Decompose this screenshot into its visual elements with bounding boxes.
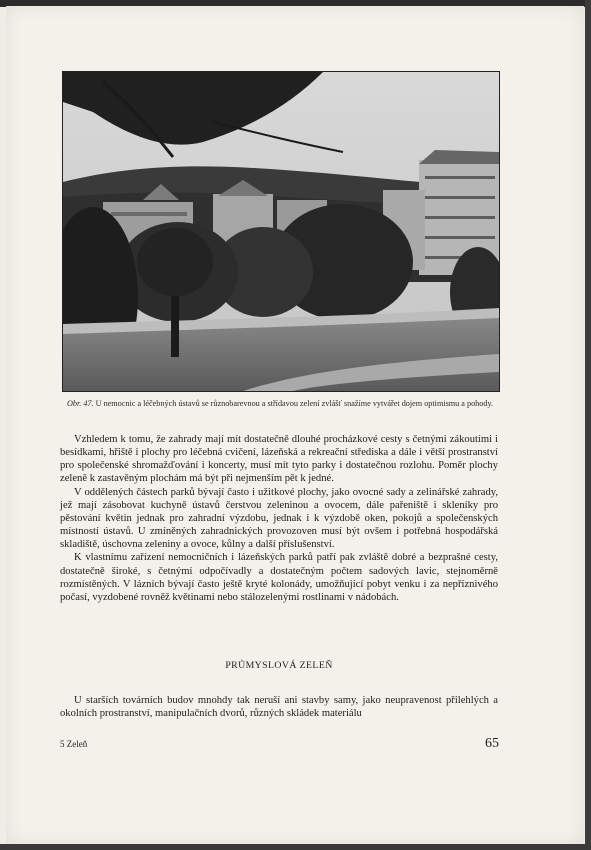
section-heading: PRŮMYSLOVÁ ZELEŇ: [225, 660, 333, 671]
paragraph: Vzhledem k tomu, že zahrady mají mít dostatečně dlouhé procházkové cesty s četnými zákoutími i besídkami, hřiště i plochy pro léčebná cvičení, lázeňská a rekreační střediska a dále i větší prostranství pro společenské shromažďování i koncerty, musí mít tyto parky i dostatečnou rozlohu. Poměr plochy zeleně k zastavěným plochám má být při nejmenším pět k jedné.: [60, 434, 498, 485]
spa-park-photograph: [62, 71, 500, 392]
scan-edge-bottom: [0, 844, 591, 850]
paragraph: K vlastnímu zařízení nemocničních i lázeňských parků patří pak zvláště dobré a bezprašné cesty, dostatečně široké, s četnými odpočívadly a dostatečným počtem sadových lavic, stejnoměrně rozmístěných. V lázních bývají často ještě kryté kolonády, umožňující pobyt venku i za nepříznivého počasí, vyzdobené rovněž květinami nebo stálozelenými rostlinami v nádobách.: [60, 552, 498, 603]
paragraph: V oddělených částech parků bývají často i užitkové plochy, jako ovocné sady a zelinářské zahrady, jež mají zásobovat kuchyně ústavů čerstvou zeleninou a ovocem, dále pařeniště i skleníky pro pěstování květin jednak pro zahradní výzdobu, jednak i k výzdobě oken, pokojů a společenských místností ústavů. U zmíněných zahradnických provozoven musí být ovšem i potřebná hospodářská skladiště, úschovna zeleniny a ovoce, kůlny a další příslušenství.: [60, 486, 498, 551]
page-number: 65: [485, 736, 499, 751]
section-text: [60, 694, 498, 720]
figure-caption: [60, 398, 500, 409]
scan-edge-right: [585, 0, 591, 850]
figure-label: Obr. 47.: [66, 399, 94, 408]
figure-caption-text: U nemocnic a léčebných ústavů se různobarevnou a střídavou zelení zvlášť snažíme vytvářet dojem optimismu a pohody.: [95, 399, 494, 408]
paragraph: U starších továrních budov mnohdy tak neruší ani stavby samy, jako neupravenost přilehlých a okolních prostranství, manipulačních dvorů, různých skládek materiálu: [60, 695, 498, 720]
printer-signature: 5 Zeleň: [60, 739, 88, 749]
body-text: [60, 433, 498, 604]
